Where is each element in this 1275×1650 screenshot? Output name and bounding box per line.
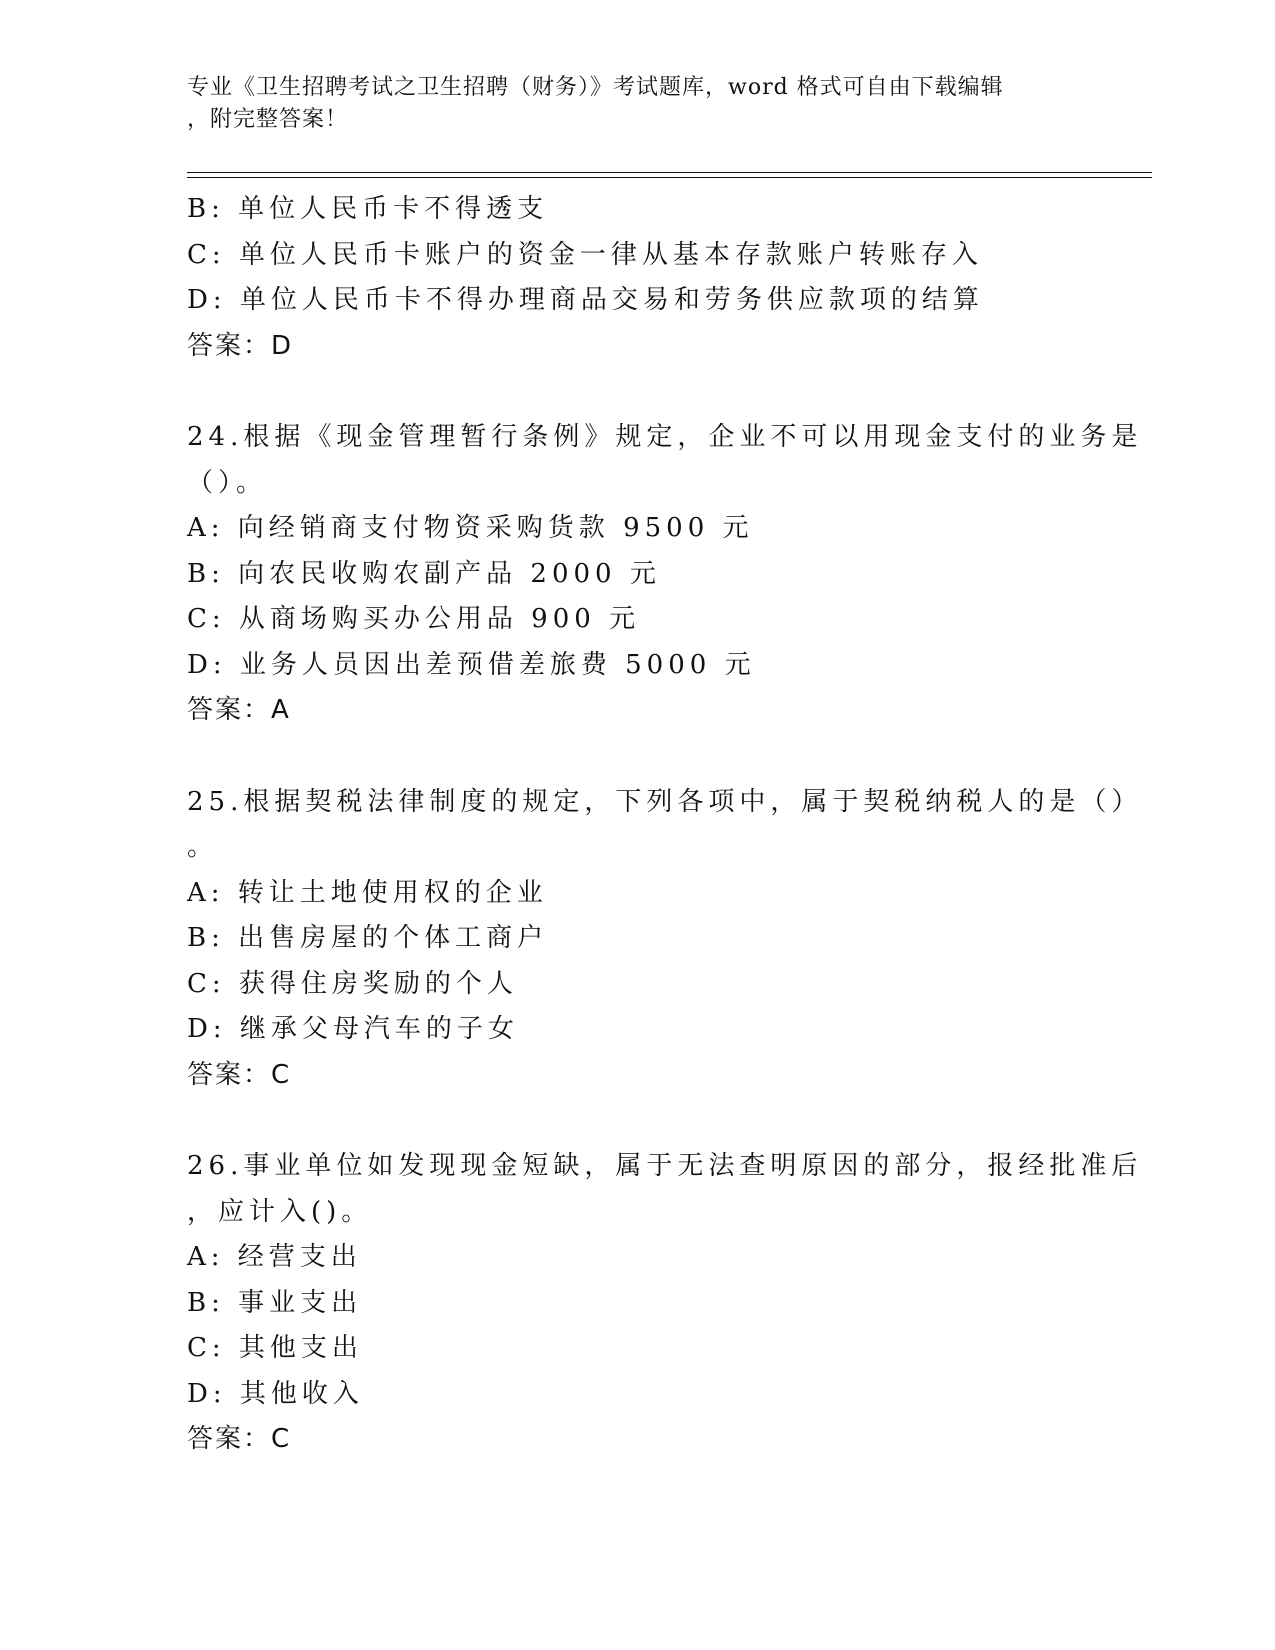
option-d: D: 业务人员因出差预借差旅费 5000 元	[187, 649, 756, 680]
option-a: A: 经营支出	[187, 1242, 362, 1272]
answer-line: 答案：D	[187, 330, 294, 361]
question-stem-cont: ，应计入()。	[187, 1196, 373, 1227]
option-d: D: 单位人民币卡不得办理商品交易和劳务供应款项的结算	[187, 285, 984, 315]
document-header	[187, 72, 1067, 136]
option-d: D: 继承父母汽车的子女	[187, 1014, 519, 1044]
header-line-2: ，附完整答案！	[187, 107, 349, 132]
question-stem: 26.事业单位如发现现金短缺，属于无法查明原因的部分，报经批准后	[187, 1151, 1143, 1181]
option-d: D: 其他收入	[187, 1378, 364, 1409]
answer-line: 答案：A	[187, 695, 291, 725]
option-a: A: 转让土地使用权的企业	[187, 877, 548, 908]
previous-question-tail	[187, 187, 1087, 369]
option-b: B: 出售房屋的个体工商户	[187, 923, 549, 953]
option-b: B: 向农民收购农副产品 2000 元	[187, 558, 661, 589]
header-rule-bottom	[187, 177, 1152, 178]
option-a: A: 向经销商支付物资采购货款 9500 元	[187, 513, 754, 543]
question-24	[187, 415, 1143, 734]
question-stem-cont: 。	[187, 832, 219, 862]
option-b: B: 单位人民币卡不得透支	[187, 194, 549, 224]
answer-line: 答案：C	[187, 1424, 292, 1454]
header-rule-top	[187, 172, 1152, 173]
question-stem: 24.根据《现金管理暂行条例》规定，企业不可以用现金支付的业务是	[187, 422, 1143, 452]
question-stem-cont: （）。	[187, 467, 268, 498]
question-content	[187, 187, 1143, 1463]
option-c: C: 单位人民币卡账户的资金一律从基本存款账户转账存入	[187, 239, 983, 270]
option-c: C: 获得住房奖励的个人	[187, 968, 518, 999]
option-b: B: 事业支出	[187, 1287, 363, 1318]
question-26	[187, 1144, 1143, 1463]
option-c: C: 其他支出	[187, 1333, 363, 1363]
answer-line: 答案：C	[187, 1059, 292, 1090]
header-line-1: 专业《卫生招聘考试之卫生招聘（财务）》考试题库，word 格式可自由下载编辑	[187, 75, 1004, 100]
question-stem: 25.根据契税法律制度的规定，下列各项中，属于契税纳税人的是（）	[187, 786, 1143, 817]
option-c: C: 从商场购买办公用品 900 元	[187, 604, 641, 634]
question-25	[187, 780, 1143, 1099]
